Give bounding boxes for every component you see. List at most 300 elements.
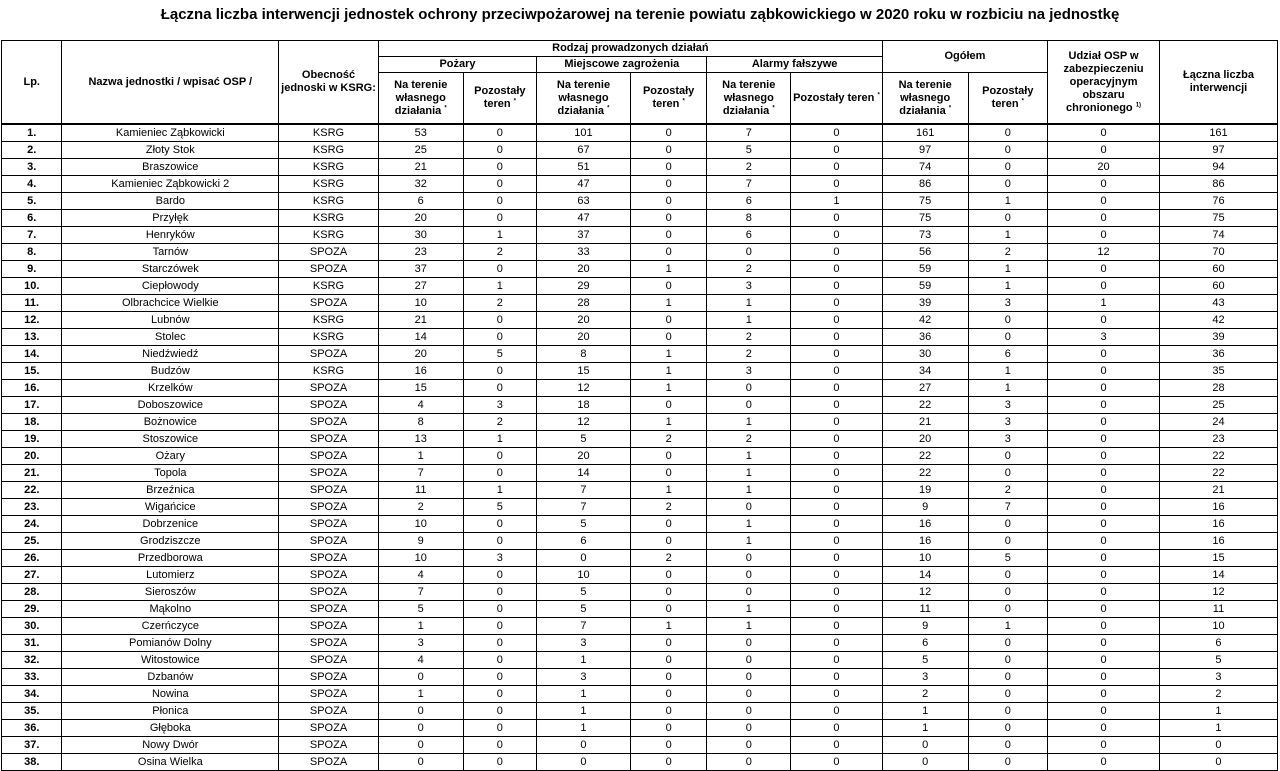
cell-laczna: 16: [1159, 516, 1277, 533]
table-row: [2, 295, 1278, 312]
table-row: [2, 159, 1278, 176]
cell-mz-other: 1: [630, 414, 707, 431]
header-mz: Miejscowe zagrożenia: [537, 57, 707, 73]
cell-ogolem-own: 14: [882, 567, 968, 584]
cell-ogolem-other: 2: [968, 244, 1048, 261]
cell-mz-own: 0: [537, 754, 631, 771]
cell-pozary-own: 15: [378, 380, 463, 397]
page-title: Łączna liczba interwencji jednostek ochrony przeciwpożarowej na terenie powiatu ząbkowickiego w 2020 roku w rozbiciu na jednostkę: [160, 6, 1120, 23]
cell-pozary-own: 20: [378, 346, 463, 363]
cell-pozary-other: 1: [463, 278, 537, 295]
header-laczna: Łączna liczba interwencji: [1159, 41, 1277, 125]
cell-ksrg: SPOZA: [279, 346, 379, 363]
cell-ksrg: SPOZA: [279, 550, 379, 567]
cell-laczna: 2: [1159, 686, 1277, 703]
cell-laczna: 161: [1159, 124, 1277, 142]
cell-af-own: 0: [707, 550, 791, 567]
footnote-marker: 1): [1135, 101, 1142, 108]
header-other: Pozostały teren *: [630, 73, 707, 125]
cell-unit-name: Bardo: [62, 193, 279, 210]
cell-laczna: 76: [1159, 193, 1277, 210]
cell-mz-own: 12: [537, 414, 631, 431]
cell-laczna: 24: [1159, 414, 1277, 431]
cell-pozary-own: 53: [378, 124, 463, 142]
cell-ogolem-other: 0: [968, 465, 1048, 482]
cell-ogolem-other: 1: [968, 193, 1048, 210]
cell-laczna: 14: [1159, 567, 1277, 584]
cell-pozary-other: 5: [463, 346, 537, 363]
cell-ogolem-other: 0: [968, 176, 1048, 193]
cell-mz-own: 6: [537, 533, 631, 550]
cell-pozary-other: 0: [463, 142, 537, 159]
cell-mz-other: 0: [630, 159, 707, 176]
cell-ogolem-own: 2: [882, 686, 968, 703]
cell-udzial: 0: [1048, 703, 1160, 720]
cell-mz-other: 0: [630, 601, 707, 618]
cell-udzial: 0: [1048, 227, 1160, 244]
cell-pozary-other: 2: [463, 244, 537, 261]
cell-ogolem-other: 0: [968, 754, 1048, 771]
cell-ogolem-own: 6: [882, 635, 968, 652]
cell-af-own: 3: [707, 278, 791, 295]
cell-lp: 33.: [2, 669, 62, 686]
cell-ksrg: SPOZA: [279, 448, 379, 465]
cell-unit-name: Bożnowice: [62, 414, 279, 431]
table-row: [2, 363, 1278, 380]
cell-laczna: 1: [1159, 720, 1277, 737]
cell-af-other: 0: [791, 380, 883, 397]
cell-ogolem-other: 0: [968, 720, 1048, 737]
cell-ksrg: SPOZA: [279, 720, 379, 737]
cell-udzial: 0: [1048, 431, 1160, 448]
cell-pozary-own: 7: [378, 465, 463, 482]
cell-ogolem-own: 74: [882, 159, 968, 176]
cell-af-own: 1: [707, 533, 791, 550]
cell-lp: 37.: [2, 737, 62, 754]
cell-af-own: 0: [707, 244, 791, 261]
cell-unit-name: Grodziszcze: [62, 533, 279, 550]
cell-mz-other: 0: [630, 278, 707, 295]
cell-mz-own: 29: [537, 278, 631, 295]
cell-lp: 36.: [2, 720, 62, 737]
header-name: Nazwa jednostki / wpisać OSP /: [62, 41, 279, 125]
cell-unit-name: Budzów: [62, 363, 279, 380]
cell-mz-other: 1: [630, 346, 707, 363]
cell-pozary-other: 0: [463, 448, 537, 465]
cell-mz-own: 101: [537, 124, 631, 142]
cell-af-other: 0: [791, 278, 883, 295]
header-ksrg: Obecność jednoski w KSRG:: [279, 41, 379, 125]
table-row: [2, 703, 1278, 720]
cell-ogolem-own: 1: [882, 720, 968, 737]
cell-af-other: 0: [791, 737, 883, 754]
cell-af-own: 8: [707, 210, 791, 227]
cell-pozary-other: 3: [463, 397, 537, 414]
cell-ksrg: KSRG: [279, 227, 379, 244]
cell-pozary-other: 0: [463, 652, 537, 669]
cell-unit-name: Stolec: [62, 329, 279, 346]
cell-udzial: 20: [1048, 159, 1160, 176]
cell-pozary-other: 1: [463, 482, 537, 499]
cell-pozary-own: 11: [378, 482, 463, 499]
cell-ogolem-other: 0: [968, 329, 1048, 346]
cell-ksrg: SPOZA: [279, 499, 379, 516]
cell-af-other: 0: [791, 669, 883, 686]
cell-af-other: 0: [791, 686, 883, 703]
cell-ogolem-own: 1: [882, 703, 968, 720]
cell-pozary-own: 8: [378, 414, 463, 431]
cell-af-other: 0: [791, 754, 883, 771]
cell-mz-own: 5: [537, 516, 631, 533]
cell-ksrg: SPOZA: [279, 754, 379, 771]
cell-mz-other: 0: [630, 465, 707, 482]
cell-af-own: 6: [707, 193, 791, 210]
cell-unit-name: Dzbanów: [62, 669, 279, 686]
cell-pozary-own: 20: [378, 210, 463, 227]
cell-af-own: 1: [707, 312, 791, 329]
cell-ogolem-own: 34: [882, 363, 968, 380]
cell-ogolem-other: 5: [968, 550, 1048, 567]
cell-lp: 6.: [2, 210, 62, 227]
cell-pozary-own: 1: [378, 686, 463, 703]
cell-unit-name: Mąkolno: [62, 601, 279, 618]
cell-lp: 10.: [2, 278, 62, 295]
cell-mz-other: 0: [630, 584, 707, 601]
cell-af-own: 0: [707, 703, 791, 720]
cell-ksrg: SPOZA: [279, 482, 379, 499]
cell-ksrg: SPOZA: [279, 669, 379, 686]
cell-ksrg: SPOZA: [279, 244, 379, 261]
cell-laczna: 35: [1159, 363, 1277, 380]
cell-ksrg: KSRG: [279, 210, 379, 227]
cell-mz-other: 1: [630, 261, 707, 278]
cell-unit-name: Niedźwiedź: [62, 346, 279, 363]
header-other: Pozostały teren *: [463, 73, 537, 125]
cell-ogolem-own: 36: [882, 329, 968, 346]
cell-pozary-own: 14: [378, 329, 463, 346]
cell-pozary-own: 23: [378, 244, 463, 261]
cell-ogolem-other: 2: [968, 482, 1048, 499]
cell-pozary-own: 10: [378, 550, 463, 567]
table-row: [2, 652, 1278, 669]
cell-unit-name: Nowy Dwór: [62, 737, 279, 754]
cell-udzial: 0: [1048, 516, 1160, 533]
cell-pozary-other: 2: [463, 414, 537, 431]
table-row: [2, 210, 1278, 227]
cell-af-other: 0: [791, 261, 883, 278]
table-row: [2, 720, 1278, 737]
cell-mz-other: 0: [630, 703, 707, 720]
cell-lp: 35.: [2, 703, 62, 720]
cell-pozary-own: 0: [378, 720, 463, 737]
cell-lp: 8.: [2, 244, 62, 261]
cell-unit-name: Brzeźnica: [62, 482, 279, 499]
cell-laczna: 28: [1159, 380, 1277, 397]
cell-mz-own: 20: [537, 312, 631, 329]
cell-af-other: 0: [791, 465, 883, 482]
cell-ksrg: KSRG: [279, 159, 379, 176]
cell-ogolem-other: 0: [968, 737, 1048, 754]
cell-ogolem-other: 3: [968, 295, 1048, 312]
cell-pozary-own: 7: [378, 584, 463, 601]
cell-pozary-other: 0: [463, 124, 537, 142]
cell-mz-other: 0: [630, 720, 707, 737]
cell-ogolem-other: 0: [968, 448, 1048, 465]
cell-pozary-other: 0: [463, 635, 537, 652]
cell-laczna: 15: [1159, 550, 1277, 567]
cell-af-own: 7: [707, 124, 791, 142]
cell-udzial: 0: [1048, 499, 1160, 516]
table-row: [2, 567, 1278, 584]
cell-ksrg: KSRG: [279, 278, 379, 295]
table-row: [2, 397, 1278, 414]
cell-ogolem-other: 7: [968, 499, 1048, 516]
cell-ogolem-other: 0: [968, 567, 1048, 584]
cell-unit-name: Tarnów: [62, 244, 279, 261]
cell-ogolem-other: 3: [968, 414, 1048, 431]
cell-pozary-other: 0: [463, 329, 537, 346]
table-row: [2, 261, 1278, 278]
table-row: [2, 482, 1278, 499]
cell-mz-other: 0: [630, 176, 707, 193]
cell-laczna: 21: [1159, 482, 1277, 499]
cell-af-other: 0: [791, 601, 883, 618]
cell-af-other: 0: [791, 124, 883, 142]
cell-ogolem-other: 3: [968, 431, 1048, 448]
cell-udzial: 0: [1048, 397, 1160, 414]
cell-ksrg: KSRG: [279, 176, 379, 193]
cell-laczna: 97: [1159, 142, 1277, 159]
table-row: [2, 669, 1278, 686]
cell-pozary-own: 1: [378, 618, 463, 635]
cell-ogolem-other: 0: [968, 669, 1048, 686]
cell-ksrg: KSRG: [279, 142, 379, 159]
cell-pozary-other: 0: [463, 618, 537, 635]
cell-laczna: 39: [1159, 329, 1277, 346]
cell-mz-own: 0: [537, 737, 631, 754]
cell-unit-name: Dobrzenice: [62, 516, 279, 533]
cell-mz-other: 1: [630, 363, 707, 380]
table-row: [2, 448, 1278, 465]
cell-laczna: 1: [1159, 703, 1277, 720]
cell-pozary-other: 0: [463, 363, 537, 380]
header-pozary: Pożary: [378, 57, 536, 73]
cell-af-other: 0: [791, 550, 883, 567]
cell-pozary-own: 21: [378, 312, 463, 329]
cell-mz-own: 5: [537, 601, 631, 618]
cell-ksrg: SPOZA: [279, 431, 379, 448]
cell-af-own: 7: [707, 176, 791, 193]
cell-mz-own: 3: [537, 635, 631, 652]
cell-pozary-other: 2: [463, 295, 537, 312]
cell-af-other: 0: [791, 618, 883, 635]
cell-lp: 21.: [2, 465, 62, 482]
cell-af-own: 6: [707, 227, 791, 244]
table-row: [2, 142, 1278, 159]
cell-lp: 24.: [2, 516, 62, 533]
cell-ksrg: SPOZA: [279, 567, 379, 584]
cell-pozary-other: 0: [463, 737, 537, 754]
cell-mz-own: 47: [537, 210, 631, 227]
cell-mz-own: 15: [537, 363, 631, 380]
cell-unit-name: Braszowice: [62, 159, 279, 176]
cell-mz-other: 0: [630, 754, 707, 771]
cell-lp: 27.: [2, 567, 62, 584]
cell-ksrg: SPOZA: [279, 601, 379, 618]
cell-unit-name: Pomianów Dolny: [62, 635, 279, 652]
cell-ogolem-other: 1: [968, 261, 1048, 278]
cell-udzial: 0: [1048, 261, 1160, 278]
cell-ogolem-other: 0: [968, 635, 1048, 652]
cell-af-own: 1: [707, 448, 791, 465]
cell-pozary-own: 1: [378, 448, 463, 465]
cell-pozary-other: 0: [463, 584, 537, 601]
cell-pozary-other: 0: [463, 703, 537, 720]
cell-ksrg: KSRG: [279, 329, 379, 346]
cell-laczna: 86: [1159, 176, 1277, 193]
cell-pozary-own: 10: [378, 516, 463, 533]
cell-ogolem-own: 86: [882, 176, 968, 193]
cell-udzial: 0: [1048, 686, 1160, 703]
cell-lp: 16.: [2, 380, 62, 397]
cell-mz-other: 0: [630, 210, 707, 227]
table-row: [2, 176, 1278, 193]
cell-pozary-other: 1: [463, 431, 537, 448]
cell-ogolem-own: 11: [882, 601, 968, 618]
cell-laczna: 60: [1159, 261, 1277, 278]
cell-lp: 14.: [2, 346, 62, 363]
cell-ksrg: SPOZA: [279, 703, 379, 720]
cell-lp: 34.: [2, 686, 62, 703]
cell-unit-name: Starczówek: [62, 261, 279, 278]
table-row: [2, 414, 1278, 431]
cell-af-other: 0: [791, 295, 883, 312]
cell-unit-name: Przyłęk: [62, 210, 279, 227]
cell-af-own: 0: [707, 720, 791, 737]
cell-mz-own: 33: [537, 244, 631, 261]
table-row: [2, 465, 1278, 482]
cell-af-own: 0: [707, 584, 791, 601]
cell-ogolem-other: 0: [968, 210, 1048, 227]
cell-unit-name: Stoszowice: [62, 431, 279, 448]
cell-af-other: 0: [791, 142, 883, 159]
cell-mz-own: 1: [537, 686, 631, 703]
cell-mz-other: 0: [630, 312, 707, 329]
cell-ksrg: SPOZA: [279, 380, 379, 397]
cell-mz-own: 18: [537, 397, 631, 414]
cell-ksrg: KSRG: [279, 124, 379, 142]
table-row: [2, 346, 1278, 363]
cell-mz-own: 8: [537, 346, 631, 363]
cell-pozary-other: 0: [463, 516, 537, 533]
cell-udzial: 0: [1048, 618, 1160, 635]
cell-ogolem-other: 1: [968, 363, 1048, 380]
cell-pozary-other: 5: [463, 499, 537, 516]
cell-lp: 3.: [2, 159, 62, 176]
cell-ogolem-own: 22: [882, 448, 968, 465]
table-row: [2, 601, 1278, 618]
cell-ogolem-own: 42: [882, 312, 968, 329]
cell-ogolem-own: 0: [882, 754, 968, 771]
cell-mz-own: 12: [537, 380, 631, 397]
cell-lp: 11.: [2, 295, 62, 312]
cell-pozary-own: 10: [378, 295, 463, 312]
cell-af-own: 0: [707, 397, 791, 414]
cell-udzial: 0: [1048, 193, 1160, 210]
cell-unit-name: Osina Wielka: [62, 754, 279, 771]
cell-mz-other: 0: [630, 669, 707, 686]
cell-udzial: 0: [1048, 448, 1160, 465]
cell-pozary-own: 25: [378, 142, 463, 159]
cell-pozary-own: 0: [378, 754, 463, 771]
cell-pozary-own: 5: [378, 601, 463, 618]
table-row: [2, 278, 1278, 295]
cell-unit-name: Czerńczyce: [62, 618, 279, 635]
cell-ogolem-other: 1: [968, 227, 1048, 244]
cell-laczna: 22: [1159, 465, 1277, 482]
table-row: [2, 737, 1278, 754]
cell-af-own: 5: [707, 142, 791, 159]
cell-udzial: 0: [1048, 737, 1160, 754]
cell-af-other: 0: [791, 210, 883, 227]
cell-unit-name: Nowina: [62, 686, 279, 703]
cell-ogolem-other: 0: [968, 703, 1048, 720]
cell-lp: 20.: [2, 448, 62, 465]
cell-udzial: 0: [1048, 754, 1160, 771]
cell-mz-own: 0: [537, 550, 631, 567]
cell-pozary-other: 0: [463, 210, 537, 227]
cell-ogolem-other: 0: [968, 533, 1048, 550]
cell-udzial: 12: [1048, 244, 1160, 261]
cell-lp: 5.: [2, 193, 62, 210]
cell-pozary-own: 0: [378, 703, 463, 720]
cell-laczna: 16: [1159, 533, 1277, 550]
cell-udzial: 0: [1048, 567, 1160, 584]
cell-mz-other: 2: [630, 431, 707, 448]
cell-mz-own: 51: [537, 159, 631, 176]
cell-af-own: 0: [707, 737, 791, 754]
cell-ksrg: SPOZA: [279, 295, 379, 312]
cell-mz-own: 10: [537, 567, 631, 584]
cell-af-other: 0: [791, 159, 883, 176]
cell-lp: 25.: [2, 533, 62, 550]
cell-ksrg: SPOZA: [279, 652, 379, 669]
cell-mz-own: 14: [537, 465, 631, 482]
cell-lp: 7.: [2, 227, 62, 244]
cell-ogolem-own: 16: [882, 533, 968, 550]
cell-ogolem-own: 22: [882, 465, 968, 482]
cell-pozary-own: 6: [378, 193, 463, 210]
cell-pozary-other: 0: [463, 754, 537, 771]
cell-udzial: 3: [1048, 329, 1160, 346]
cell-pozary-own: 9: [378, 533, 463, 550]
cell-af-other: 0: [791, 363, 883, 380]
table-row: [2, 618, 1278, 635]
cell-udzial: 0: [1048, 550, 1160, 567]
cell-ogolem-own: 20: [882, 431, 968, 448]
cell-udzial: 0: [1048, 363, 1160, 380]
cell-mz-own: 1: [537, 703, 631, 720]
cell-ogolem-other: 0: [968, 686, 1048, 703]
cell-ogolem-own: 30: [882, 346, 968, 363]
cell-ogolem-other: 1: [968, 380, 1048, 397]
cell-ogolem-own: 21: [882, 414, 968, 431]
cell-af-own: 2: [707, 431, 791, 448]
cell-unit-name: Głęboka: [62, 720, 279, 737]
cell-mz-own: 37: [537, 227, 631, 244]
cell-mz-other: 0: [630, 635, 707, 652]
cell-pozary-other: 0: [463, 533, 537, 550]
